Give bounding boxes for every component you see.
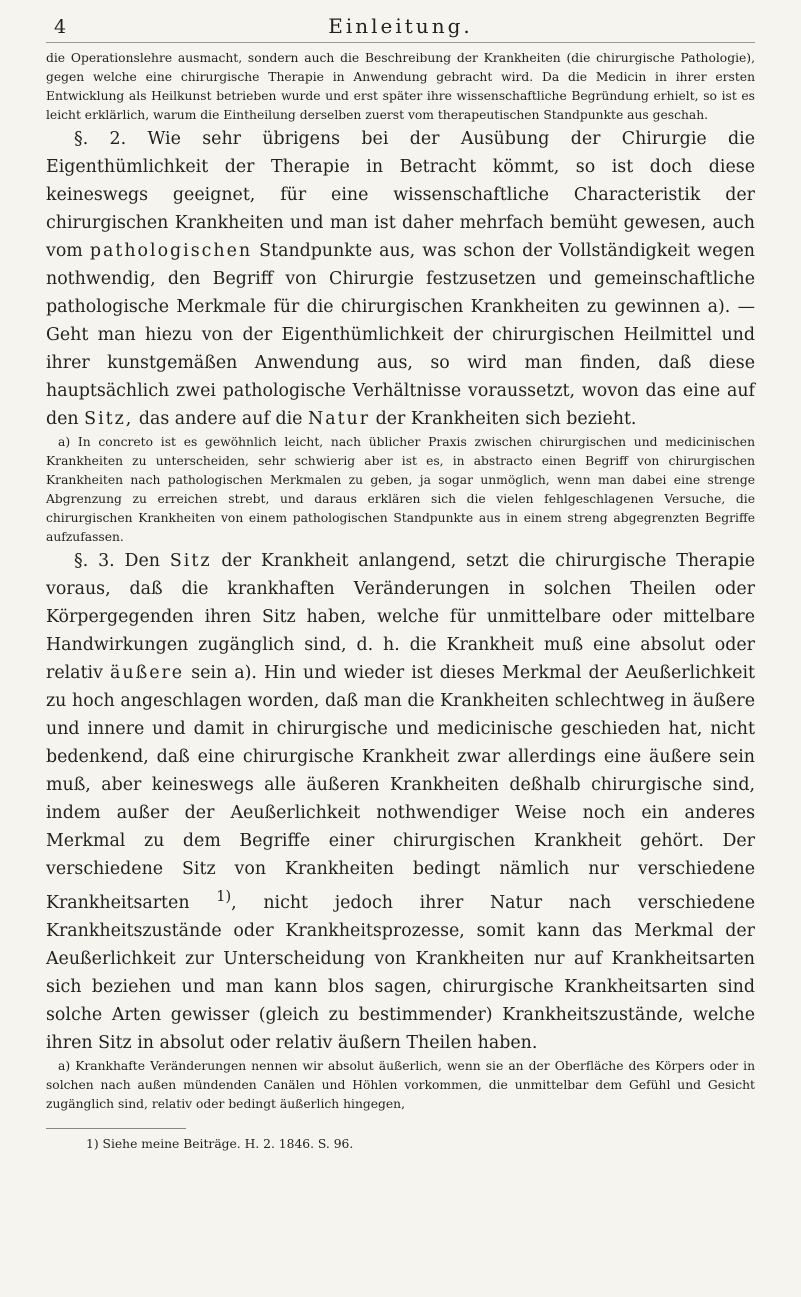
footnote-reference: 1) [216, 889, 232, 905]
section-3-note: a) Krankhafte Veränderungen nennen wir absolut äußerlich, wenn sie an der Oberfläche des Körpers oder in solchen nach außen mündenden Canälen und Höhlen vorkommen, die unmittelbar dem Gefühl und Gesicht zugänglich sind, relativ oder bedingt äußerlich hingegen, [46, 1058, 755, 1111]
footnote-divider [46, 1128, 186, 1129]
intro-paragraph: die Operationslehre ausmacht, sondern auch die Beschreibung der Krankheiten (die chirurgische Pathologie), gegen welche eine chirurgische Therapie in Anwendung gebracht wird. Da die Medicin in ihrer ersten Entwicklung als Heilkunst betrieben wurde und erst später ihre wissenschaftliche Begründung erhielt, so ist es leicht erklärlich, warum die Eintheilung derselben zuerst vom therapeutischen Standpunkte aus geschah. [46, 51, 755, 122]
page-number: 4 [54, 16, 67, 38]
page-header [46, 10, 755, 43]
section-2-note: a) In concreto ist es gewöhnlich leicht, nach üblicher Praxis zwischen chirurgischen und medicinischen Krankheiten zu unterscheiden, sehr schwierig aber ist es, in abstracto einen Begriff von chirurgischen Krankheiten nach pathologischen Merkmalen zu geben, ja sogar unmöglich, wenn man dabei eine strenge Abgrenzung zu erreichen strebt, und daraus erklären sich die vielen fehlgeschlagenen Versuche, die chirurgischen Krankheiten von einem pathologischen Standpunkte aus in einem streng abgegrenzten Begriffe aufzufassen. [46, 435, 755, 544]
section-3-paragraph: §. 3. Den Sitz der Krankheit anlangend, setzt die chirurgische Therapie voraus, daß die krankhaften Veränderungen in solchen Theilen oder Körpergegenden ihren Sitz haben, welche für unmittelbare oder mittelbare Handwirkungen zugänglich sind, d. h. die Krankheit muß eine absolut oder relativ äußere sein a). Hin und wieder ist dieses Merkmal der Aeußerlichkeit zu hoch angeschlagen worden, daß man die Krankheiten schlechtweg in äußere und innere und damit in chirurgische und medicinische geschieden hat, nicht bedenkend, daß eine chirurgische Krankheit zwar allerdings eine äußere sein muß, aber keineswegs alle äußeren Krankheiten deßhalb chirurgische sind, indem außer der Aeußerlichkeit nothwendiger Weise noch ein anderes Merkmal zu dem Begriffe einer chirurgischen Krankheit gehört. Der verschiedene Sitz von Krankheiten bedingt nämlich nur verschiedene Krankheitsarten $^{1)}$, nicht jedoch ihrer Natur nach verschiedene Krankheitszustände oder Krankheitsprozesse, somit kann das Merkmal der Aeußerlichkeit zur Unterscheidung von Krankheiten nur auf Krankheitsarten sich beziehen und man kann blos sagen, chirurgische Krankheitsarten sind solche Arten gewisser (gleich zu bestimmender) Krankheitszustände, welche ihren Sitz in absolut oder relativ äußern Theilen haben. [46, 551, 756, 1053]
running-title: Einleitung. [328, 14, 473, 38]
footnote: 1) Siehe meine Beiträge. H. 2. 1846. S. 96. [86, 1136, 354, 1151]
section-2-paragraph: §. 2. Wie sehr übrigens bei der Ausübung der Chirurgie die Eigenthümlichkeit der Therapie in Betracht kömmt, so ist doch diese keineswegs geeignet, für eine wissenschaftliche Characteristik der chirurgischen Krankheiten und man ist daher mehrfach bemüht gewesen, auch vom pathologischen Standpunkte aus, was schon der Vollständigkeit wegen nothwendig, den Begriff von Chirurgie festzusetzen und gemeinschaftliche pathologische Merkmale für die chirurgischen Krankheiten zu gewinnen a). — Geht man hiezu von der Eigenthümlichkeit der chirurgischen Heilmittel und ihrer kunstgemäßen Anwendung aus, so wird man finden, daß diese hauptsächlich zwei pathologische Verhältnisse voraussetzt, wovon das eine auf den Sitz, das andere auf die Natur der Krankheiten sich bezieht. [46, 129, 755, 429]
